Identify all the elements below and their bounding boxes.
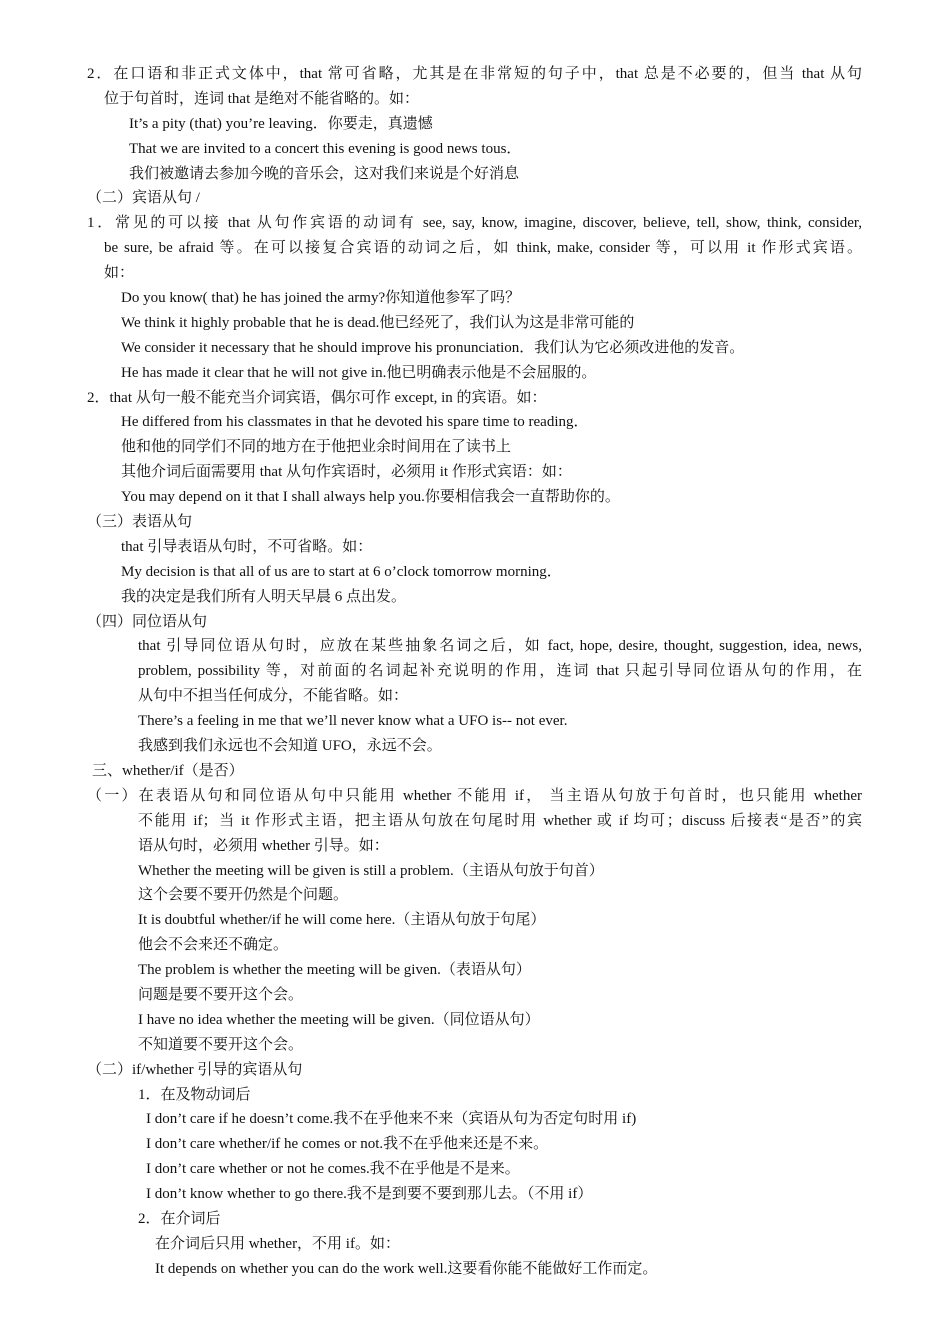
text-line: 如： [104,265,135,282]
text-line: 不知道要不要开这个会。 [138,1036,304,1053]
text-line: I don’t care whether or not he comes.我不在乎他是不是来。 [146,1161,520,1178]
text-line: 不能用 if；当 it 作形式主语，把主语从句放在句尾时用 whether 或 if 均可；discuss 后接表“是否”的宾 [138,812,862,829]
text-line: The problem is whether the meeting will be given.（表语从句） [138,962,531,979]
text-line: be sure, be afraid 等。在可以接复合宾语的动词之后，如 think, make, consider 等，可以用 it 作形式宾语。 [104,240,862,257]
text-line: （三）表语从句 [87,514,193,531]
text-line: 2．在口语和非正式文体中，that 常可省略，尤其是在非常短的句子中，that 总是不必要的，但当 that 从句 [87,66,862,82]
text-line: 其他介词后面需要用 that 从句作宾语时，必须用 it 作形式宾语：如： [121,464,572,481]
text-line: My decision is that all of us are to start at 6 o’clock tomorrow morning． [121,563,562,580]
text-line: 我的决定是我们所有人明天早晨 6 点出发。 [121,588,407,605]
text-line: 在介词后只用 whether，不用 if。如： [155,1235,400,1252]
text-line: 我们被邀请去参加今晚的音乐会，这对我们来说是个好消息 [129,165,520,182]
text-line: 这个会要不要开仍然是个问题。 [138,887,349,904]
text-line: 三、whether/if（是否） [92,762,244,779]
text-line: 我感到我们永远也不会知道 UFO，永远不会。 [138,738,442,755]
text-line: that 引导表语从句时，不可省略。如： [121,538,373,555]
text-line: 2．在介词后 [138,1210,221,1227]
text-line: I don’t care whether/if he comes or not.我不在乎他来还是不来。 [146,1136,549,1153]
text-line: He has made it clear that he will not give in.他已明确表示他是不会屈服的。 [121,364,597,381]
text-line: （四）同位语从句 [87,613,208,630]
text-line: 问题是要不要开这个会。 [138,986,304,1003]
text-line: 位于句首时，连词 that 是绝对不能省略的。如： [104,90,419,107]
text-line: 1．在及物动词后 [138,1086,251,1103]
text-line: that 引导同位语从句时，应放在某些抽象名词之后，如 fact, hope, desire, thought, suggestion, idea, news, [138,638,862,655]
text-line: It depends on whether you can do the work well.这要看你能不能做好工作而定。 [155,1260,658,1277]
text-line: That we are invited to a concert this evening is good news tous． [129,140,522,157]
text-line: Whether the meeting will be given is still a problem.（主语从句放于句首） [138,862,604,879]
text-line: 语从句时，必须用 whether 引导。如： [138,837,389,854]
text-line: I have no idea whether the meeting will be given.（同位语从句） [138,1011,540,1028]
text-line: We consider it necessary that he should improve his pronunciation．我们认为它必须改进他的发音。 [121,339,745,356]
text-line: （二）宾语从句 / [87,190,200,207]
text-line: I don’t know whether to go there.我不是到要不要到那儿去。（不用 if） [146,1186,593,1203]
text-line: 2．that 从句一般不能充当介词宾语，偶尔可作 except, in 的宾语。如： [87,389,547,406]
text-line: 从句中不担当任何成分，不能省略。如： [138,688,409,705]
text-line: 他会不会来还不确定。 [138,937,289,954]
text-line: 1．常见的可以接 that 从句作宾语的动词有 see, say, know, imagine, discover, believe, tell, show, think, consider, [87,215,862,232]
text-line: It is doubtful whether/if he will come here.（主语从句放于句尾） [138,912,546,929]
text-line: There’s a feeling in me that we’ll never know what a UFO is-- not ever. [138,713,568,730]
text-line: You may depend on it that I shall always help you.你要相信我会一直帮助你的。 [121,489,620,506]
text-line: We think it highly probable that he is dead.他已经死了，我们认为这是非常可能的 [121,314,635,331]
text-line: （二）if/whether 引导的宾语从句 [87,1061,303,1078]
text-line: I don’t care if he doesn’t come.我不在乎他来不来（宾语从句为否定句时用 if) [146,1111,637,1128]
text-line: He differed from his classmates in that he devoted his spare time to reading． [121,414,589,431]
text-line: problem, possibility 等，对前面的名词起补充说明的作用，连词 that 只起引导同位语从句的作用，在 [138,663,862,680]
text-line: 他和他的同学们不同的地方在于他把业余时间用在了读书上 [121,439,512,456]
text-line: （一）在表语从句和同位语从句中只能用 whether 不能用 if， 当主语从句放于句首时，也只能用 whether [87,787,862,804]
text-line: It’s a pity (that) you’re leaving．你要走，真遗憾 [129,115,433,132]
document-page [0,62,950,1282]
text-line: Do you know( that) he has joined the army?你知道他参军了吗？ [121,290,521,307]
